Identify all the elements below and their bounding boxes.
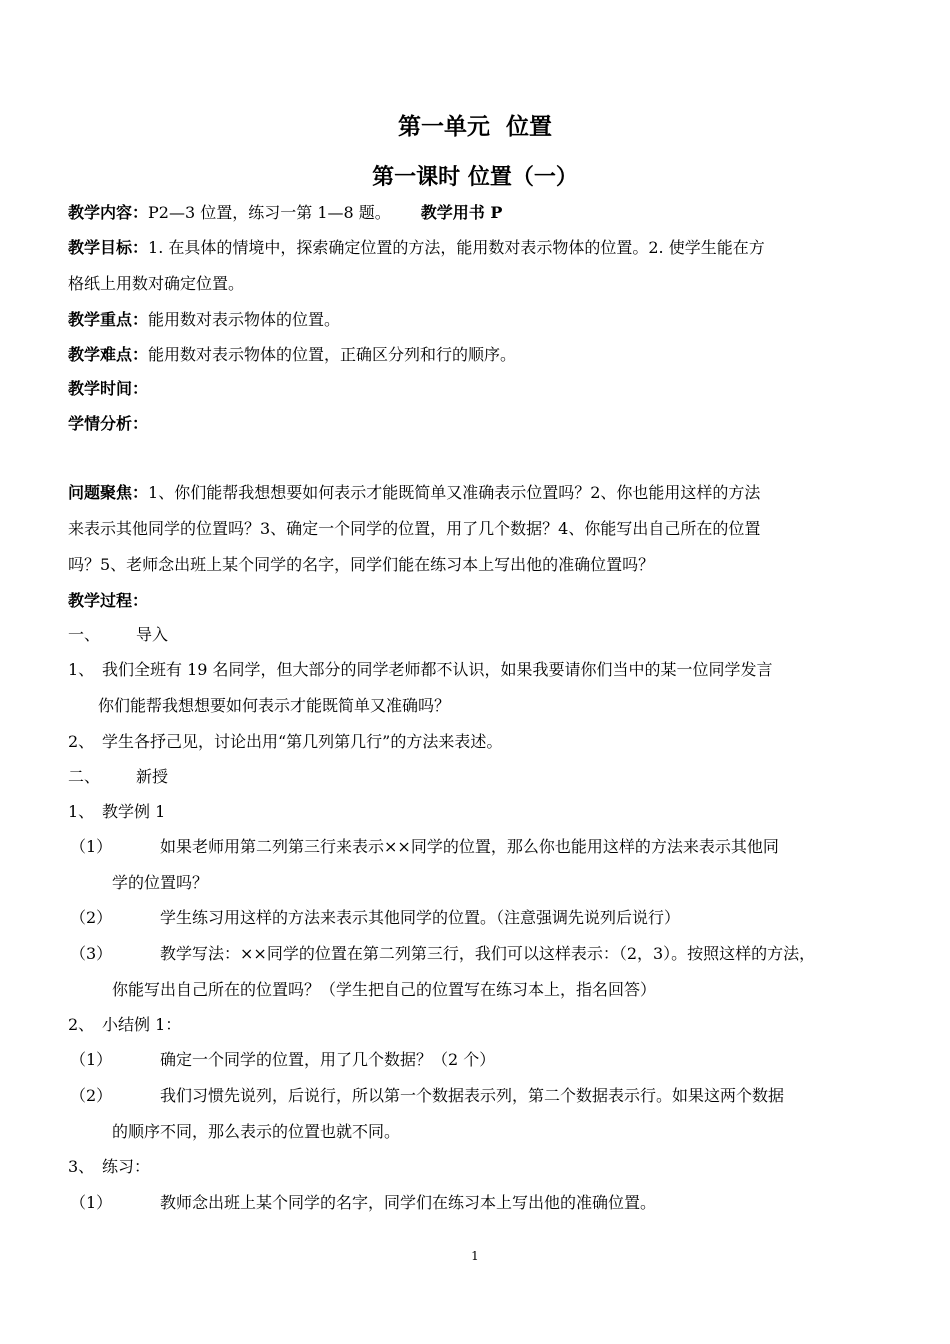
q2-line2: 的顺序不同，那么表示的位置也就不同。 [112, 1122, 401, 1141]
p3-line1: 教学写法：××同学的位置在第二列第三行，我们可以这样表示：（2，3）。按照这样的方法， [160, 944, 816, 963]
s1-item1-line1: 我们全班有 19 名同学，但大部分的同学老师都不认识，如果我要请你们当中的某一位同学发言 [102, 660, 773, 679]
difficulty-row [68, 344, 516, 366]
p3-number: （3） [70, 944, 113, 963]
page-subtitle: 第一课时 位置（一） [372, 164, 578, 190]
r1-number: （1） [70, 1193, 113, 1212]
key-label: 教学重点： [68, 310, 149, 329]
s2-item3-text: 练习： [102, 1157, 151, 1176]
r1-text: 教师念出班上某个同学的名字，同学们在练习本上写出他的准确位置。 [160, 1193, 657, 1212]
difficulty-text: 能用数对表示物体的位置，正确区分列和行的顺序。 [148, 345, 517, 364]
s2-item2-text: 小结例 1： [102, 1015, 182, 1034]
section1-number: 一、 [68, 625, 101, 644]
p2-text: 学生练习用这样的方法来表示其他同学的位置。（注意强调先说列后说行） [160, 908, 681, 927]
q2-line1: 我们习惯先说列，后说行，所以第一个数据表示列，第二个数据表示行。如果这两个数据 [160, 1086, 785, 1105]
goal-row [68, 237, 765, 259]
key-row [68, 309, 340, 331]
content-text: P2—3 位置，练习一第 1—8 题。 [148, 203, 391, 222]
goal-text-line1: 1. 在具体的情境中，探索确定位置的方法，能用数对表示物体的位置。2. 使学生能在方 [148, 238, 765, 257]
q1-text: 确定一个同学的位置，用了几个数据？（2 个） [160, 1050, 496, 1069]
focus-text-line3: 吗？5、老师念出班上某个同学的名字，同学们能在练习本上写出他的准确位置吗？ [68, 555, 655, 574]
s1-item1-number: 1、 [68, 660, 95, 679]
content-label: 教学内容： [68, 203, 149, 222]
page-number: 1 [471, 1249, 479, 1263]
goal-text-line2: 格纸上用数对确定位置。 [68, 274, 245, 293]
s2-item1-text: 教学例 1 [102, 802, 166, 821]
goal-label: 教学目标： [68, 238, 149, 257]
section2-heading: 新授 [136, 767, 169, 786]
process-label: 教学过程： [68, 591, 149, 610]
p3-line2: 你能写出自己所在的位置吗？（学生把自己的位置写在练习本上，指名回答） [112, 980, 657, 999]
section2-number: 二、 [68, 767, 101, 786]
p2-number: （2） [70, 908, 113, 927]
book-label: 教学用书 P [420, 203, 503, 222]
s1-item2-number: 2、 [68, 732, 95, 751]
s1-item1-line2: 你们能帮我想想要如何表示才能既简单又准确吗？ [98, 696, 451, 715]
page-title: 第一单元 位置 [397, 113, 552, 140]
focus-label: 问题聚焦： [68, 483, 149, 502]
q1-number: （1） [70, 1050, 113, 1069]
p1-number: （1） [70, 837, 113, 856]
p1-line1: 如果老师用第二列第三行来表示××同学的位置，那么你也能用这样的方法来表示其他同 [160, 837, 779, 856]
s2-item3-number: 3、 [68, 1157, 95, 1176]
difficulty-label: 教学难点： [68, 345, 149, 364]
focus-text-line2: 来表示其他同学的位置吗？3、确定一个同学的位置，用了几个数据？4、你能写出自己所在的位置 [68, 519, 761, 538]
content-row [68, 202, 502, 224]
focus-text-line1: 1、你们能帮我想想要如何表示才能既简单又准确表示位置吗？2、你也能用这样的方法 [148, 483, 761, 502]
s1-item2-text: 学生各抒己见，讨论出用“第几列第几行”的方法来表述。 [102, 732, 503, 751]
analysis-label: 学情分析： [68, 414, 149, 433]
p1-line2: 学的位置吗？ [112, 873, 209, 892]
time-label: 教学时间： [68, 379, 149, 398]
focus-row [68, 482, 760, 504]
section1-heading: 导入 [136, 625, 169, 644]
q2-number: （2） [70, 1086, 113, 1105]
s2-item2-number: 2、 [68, 1015, 95, 1034]
key-text: 能用数对表示物体的位置。 [148, 310, 341, 329]
s2-item1-number: 1、 [68, 802, 95, 821]
